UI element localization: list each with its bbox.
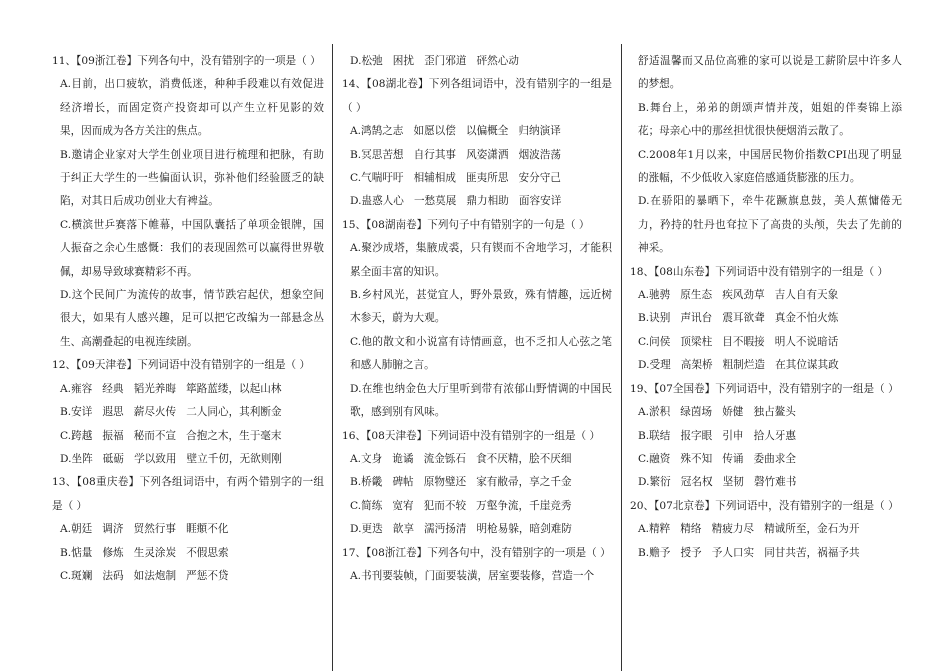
answer-option-paragraph: D.这个民间广为流传的故事，情节跌宕起伏，想象空间很大，如果有人感兴趣，足可以把它改编为一部悬念丛生、高潮叠起的电视连续剧。 bbox=[60, 289, 324, 348]
answer-option-paragraph: A.聚沙成塔，集腋成裘，只有锲而不舍地学习，才能积累全面丰富的知识。 bbox=[350, 242, 612, 278]
answer-option-paragraph: C.他的散文和小说富有诗情画意，也不乏扣人心弦之笔和感人肺腑之言。 bbox=[350, 335, 612, 372]
question-stem: 15、【08湖南卷】下列句子中有错别字的一句是（ ） bbox=[342, 218, 590, 231]
answer-option-line: C.融资 殊不知 传诵 委曲求全 bbox=[638, 452, 796, 465]
answer-option-paragraph: B.邀请企业家对大学生创业项目进行梳理和把脉，有助于纠正大学生的一些偏面认识，弥补他们经验匮乏的缺陷，对其日后成功创业大有裨益。 bbox=[60, 148, 324, 208]
answer-option-line: A.淤积 绿茵场 娇健 独占鳌头 bbox=[638, 406, 796, 419]
answer-option-paragraph: B.乡村风光，甚觉宜人，野外景致，殊有情趣，远近树木参天，蔚为大观。 bbox=[350, 289, 612, 325]
answer-option-paragraph: D.在骄阳的暴晒下，牵牛花蹶旗息鼓，美人蕉慵倦无力，矜持的牡丹也耷拉下了高贵的头颅，失去了先前的神采。 bbox=[638, 195, 902, 255]
question-stem: 11、【09浙江卷】下列各句中，没有错别字的一项是（ ） bbox=[52, 55, 321, 67]
answer-option-paragraph: 舒适温馨而又品位高雅的家可以说是工薪阶层中许多人的梦想。 bbox=[638, 55, 902, 91]
question-stem: 14、【08湖北卷】下列各组词语中，没有错别字的一组是（ ） bbox=[342, 78, 612, 114]
answer-option-line: B.赡予 授予 予人口实 同甘共苦，祸福予共 bbox=[638, 546, 860, 559]
answer-option-line: D.受理 高架桥 粗制烂造 在其位谋其政 bbox=[638, 359, 839, 372]
question-stem: 19、【07全国卷】下列词语中，没有错别字的一组是（ ） bbox=[630, 382, 899, 395]
answer-option-line: D.坐阵 砥砺 学以致用 壁立千仞，无欲则刚 bbox=[60, 452, 282, 465]
answer-option-paragraph: A.书刊要装帧，门面要装潢，居室要装修，营造一个 bbox=[350, 569, 595, 582]
answer-option-line: A.文身 诡谲 流金铄石 食不厌精，脍不厌细 bbox=[350, 452, 572, 465]
question-stem: 17、【08浙江卷】下列各句中，没有错别字的一项是（ ） bbox=[342, 546, 611, 559]
answer-option-line: A.朝廷 调济 贸然行事 睚頫不化 bbox=[60, 523, 229, 536]
question-stem: 18、【08山东卷】下列词语中没有错别字的一组是（ ） bbox=[630, 265, 889, 278]
answer-option-line: B.惦量 修炼 生灵涂炭 不假思索 bbox=[60, 546, 229, 559]
answer-option-line: D.松弛 困扰 歪门邪道 砰然心动 bbox=[350, 55, 519, 67]
column-1 bbox=[52, 50, 324, 665]
answer-option-paragraph: C.横滨世乒赛落下帷幕，中国队囊括了单项金银牌，国人振奋之余心生感慨：我们的表现固然可以赢得世界敬佩，却易导致球赛精彩不再。 bbox=[60, 218, 324, 278]
answer-option-line: A.驰骋 原生态 疾风劲草 吉人自有天象 bbox=[638, 289, 839, 302]
answer-option-paragraph: A.目前，出口疲软，消费低迷，种种手段难以有效促进经济增长，而固定资产投资却可以产生立杆见影的效果，因而成为各方关注的焦点。 bbox=[60, 78, 324, 138]
answer-option-paragraph: C.2008年1月以来，中国居民物价指数CPI出现了明显的涨幅，不少低收入家庭倍感通货膨涨的压力。 bbox=[638, 148, 902, 185]
question-stem: 13、【08重庆卷】下列各组词语中，有两个错别字的一组是（ ） bbox=[52, 476, 324, 512]
answer-option-line: A.精粹 精络 精疲力尽 精诚所至，金石为开 bbox=[638, 523, 860, 536]
column-divider-right bbox=[621, 44, 622, 671]
column-2 bbox=[342, 50, 612, 665]
answer-option-line: A.雍容 经典 韬光养晦 筚路蓝缕，以起山林 bbox=[60, 382, 282, 395]
answer-option-line: C.问侯 顶梁柱 目不暇接 明人不说暗话 bbox=[638, 335, 839, 348]
answer-option-line: B.诀别 声讯台 震耳欲聋 真金不怕火炼 bbox=[638, 312, 839, 325]
answer-option-line: B.安详 遐思 薪尽火传 二人同心，其利断金 bbox=[60, 406, 282, 419]
answer-option-line: D.蛊惑人心 一愁莫展 鼎力相助 面容安详 bbox=[350, 195, 562, 208]
answer-option-line: A.鸿鹄之志 如愿以偿 以偏概全 归纳演译 bbox=[350, 125, 561, 138]
answer-option-line: B.冥思苦想 自行其事 风姿潇洒 烟波浩荡 bbox=[350, 148, 561, 161]
answer-option-line: B.桥畿 碑帖 原物璧还 家有敝帚，享之千金 bbox=[350, 476, 572, 489]
question-stem: 20、【07北京卷】下列词语中，没有错别字的一组是（ ） bbox=[630, 499, 899, 512]
answer-option-paragraph: B.舞台上，弟弟的朗颂声情并茂，姐姐的伴奏锦上添花；母亲心中的那丝担忧很快便烟消云散了。 bbox=[638, 101, 902, 138]
answer-option-line: C.气喘吁吁 相辅相成 匪夷所思 安分守己 bbox=[350, 172, 561, 185]
question-stem: 16、【08天津卷】下列词语中没有错别字的一组是（ ） bbox=[342, 429, 601, 442]
answer-option-paragraph: D.在维也纳金色大厅里听到带有浓郁山野情调的中国民歌，感到别有风味。 bbox=[350, 382, 612, 419]
question-stem: 12、【09天津卷】下列词语中没有错别字的一组是（ ） bbox=[52, 359, 311, 372]
answer-option-line: C.简练 宽宥 犯而不较 万壑争流，千崖竞秀 bbox=[350, 499, 572, 512]
column-divider-left bbox=[332, 44, 333, 671]
answer-option-line: D.更迭 歆享 濡沔扬清 明枪易躲，暗剑难防 bbox=[350, 523, 572, 536]
column-3 bbox=[630, 50, 902, 665]
answer-option-line: C.跨越 振福 秘而不宣 合抱之木，生于毫末 bbox=[60, 429, 282, 442]
answer-option-line: D.繁衍 冠名权 坚韧 磬竹难书 bbox=[638, 476, 797, 489]
answer-option-line: B.联结 报字眼 引申 拾人牙惠 bbox=[638, 429, 796, 442]
answer-option-line: C.斑斓 法码 如法炮制 严惩不贷 bbox=[60, 569, 229, 582]
